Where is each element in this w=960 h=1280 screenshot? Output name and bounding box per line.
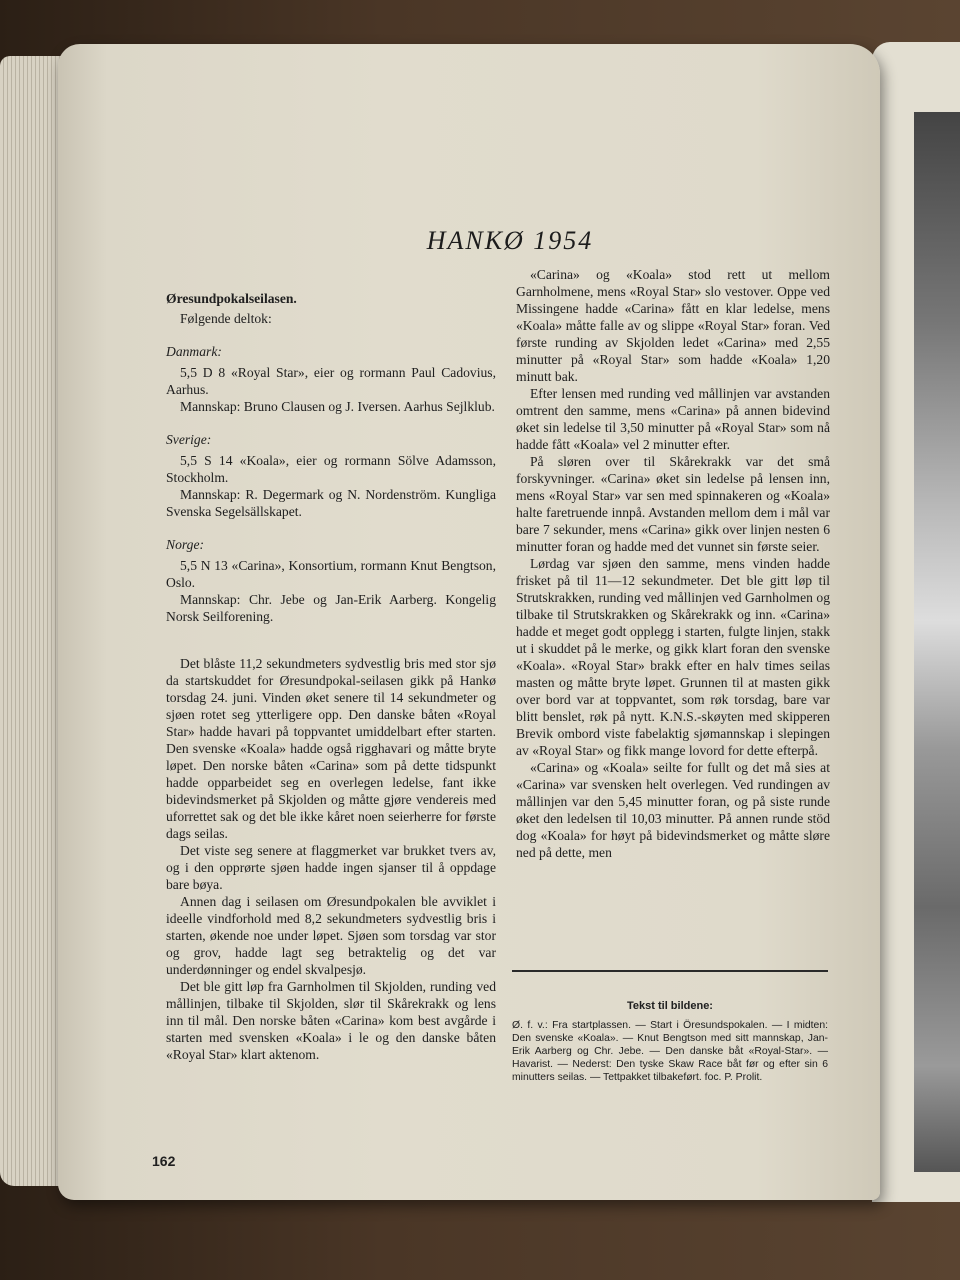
body-paragraph: «Carina» og «Koala» stod rett ut mellom Garnholmene, mens «Royal Star» slo vestover. Oppe ved Missingene hadde «Carina» fått en klar ledelse, mens «Koala» måtte falle av og slippe «Royal Star» foran. Ved første runding av Skjolden ledet «Carina» med 2,55 minutter på «Royal Star» som hadde «Koala» 1,20 minutt bak. — [516, 267, 830, 384]
body-paragraph: «Carina» og «Koala» seilte for fullt og det må sies at «Carina» var svensken helt overlegen. Ved rundingen av mållinjen var den 5,45 minutter foran, og på siste runde øket den ledelsen til 10,03 minutter. På annen runde stöd dog «Koala» for høyt på bidevindsmerket og måtte sløre ned på dette, men — [516, 760, 830, 860]
crew-entry-denmark: Mannskap: Bruno Clausen og J. Iversen. Aarhus Sejlklub. — [180, 399, 495, 414]
country-label-denmark: Danmark: — [166, 344, 222, 359]
caption-divider — [512, 970, 828, 972]
boat-entry-norway: 5,5 N 13 «Carina», Konsortium, rormann Knut Bengtson, Oslo. — [166, 558, 496, 590]
participants-intro: Følgende deltok: — [180, 311, 272, 326]
caption-title: Tekst til bildene: — [627, 1000, 713, 1012]
right-column — [516, 266, 830, 861]
crew-entry-norway: Mannskap: Chr. Jebe og Jan-Erik Aarberg. Kongelig Norsk Seilforening. — [166, 592, 496, 624]
country-label-norway: Norge: — [166, 537, 205, 552]
body-paragraph: Efter lensen med runding ved mållinjen var avstanden omtrent den samme, mens «Carina» på annen bidevind øket sin ledelse til 3,50 minutter på «Royal Star» som nå hadde fått «Koala» vel 2 minutter efter. — [516, 386, 830, 452]
body-paragraph: Det blåste 11,2 sekundmeters sydvestlig bris med stor sjø da startskuddet for Øresundpokal-seilasen gikk på Hankø torsdag 24. juni. Vinden øket senere til 14 sekundmeter og sjøen rotet seg ytterligere opp. Den danske båten «Royal Star» hadde havari på toppvantet umiddelbart efter starten. Den svenske «Koala» hadde også rigghavari og måtte bryte løpet. Den norske båten «Carina» som på dette tidspunkt hadde opparbeidet seg en overlegen ledelse, fant ikke bidevindsmerket på Skjolden og måtte gjøre vendereis med uforrettet sak og det ble ikke kåret noen seierherre for første dags seilas. — [166, 656, 496, 841]
body-paragraph: Lørdag var sjøen den samme, mens vinden hadde frisket på til 11—12 sekundmeter. Det ble gitt løp til Strutskrakken, runding ved mållinjen ved Garnholmen og tilbake til Strutskrakken og Skårekrakk og inn. «Carina» hadde et meget godt opplegg i starten, fulgte linjen, stakk ut i skuddet på le merke, og gikk klart foran den svenske «Koala». «Royal Star» brakk efter en halv times seilas masten og måtte bryte løpet. Grunnen til at masten gikk over bord var at toppvantet, som røk torsdag, bare var blitt benslet, røk på nytt. K.N.S.-skøyten med skipperen Brevik ombord viste fabelaktig sjømannskap i slepingen av «Royal Star» og fikk mange lovord for dette efterpå. — [516, 556, 830, 758]
body-paragraph: På sløren over til Skårekrakk var det små forskyvninger. «Carina» øket sin ledelse på lensen inn, mens «Royal Star» var sen med spinnakeren og «Koala» halte faretruende innpå. Avstanden mellom dem i mål var bare 7 sekunder, mens «Carina» gikk over linjen nesten 6 minutter foran og hadde med det vunnet sin første seier. — [516, 454, 830, 554]
country-label-sweden: Sverige: — [166, 432, 212, 447]
page-title: HANKØ 1954 — [426, 226, 594, 255]
body-paragraph: Det viste seg senere at flaggmerket var brukket tvers av, og i den opprørte sjøen hadde ingen sjanser til å oppdage bare bøya. — [166, 843, 496, 892]
photo-caption — [512, 1000, 828, 1084]
crew-entry-sweden: Mannskap: R. Degermark og N. Nordenström. Kungliga Svenska Segelsällskapet. — [166, 487, 496, 519]
boat-entry-sweden: 5,5 S 14 «Koala», eier og rormann Sölve Adamsson, Stockholm. — [166, 453, 496, 485]
section-heading: Øresundpokalseilasen. — [166, 291, 297, 306]
body-paragraph: Annen dag i seilasen om Øresundpokalen ble avviklet i ideelle vindforhold med 8,2 sekundmeters sydvestlig bris i starten, økende noe under løpet. Sjøen som torsdag var stor og grov, hadde lagt seg betraktelig og det var underdønninger og endel skvalpesjø. — [166, 894, 496, 977]
caption-body: Ø. f. v.: Fra startplassen. — Start i Öresundspokalen. — I midten: Den svenske «Koala». — Knut Bengtson med sitt mannskap, Jan-Erik Aarberg og Chr. Jebe. — Den danske båt «Royal-Star». — Havarist. — Nederst: Den tyske Skaw Race båt før og efter sin 6 minutters seilas. — Tettpakket tilbakeført. foc. P. Prolit. — [512, 1020, 828, 1083]
left-column — [166, 290, 496, 1063]
boat-entry-denmark: 5,5 D 8 «Royal Star», eier og rormann Paul Cadovius, Aarhus. — [166, 365, 496, 397]
body-paragraph: Det ble gitt løp fra Garnholmen til Skjolden, runding ved mållinjen, tilbake til Skjolden, slør til Skårekrakk og lens inn til mål. Den norske båten «Carina» kom best avgårde i starten med svensken «Koala» i le og den danske båten «Royal Star» klart aktenom. — [166, 979, 496, 1062]
page-number: 162 — [152, 1153, 176, 1169]
facing-page-photo — [914, 112, 960, 1172]
